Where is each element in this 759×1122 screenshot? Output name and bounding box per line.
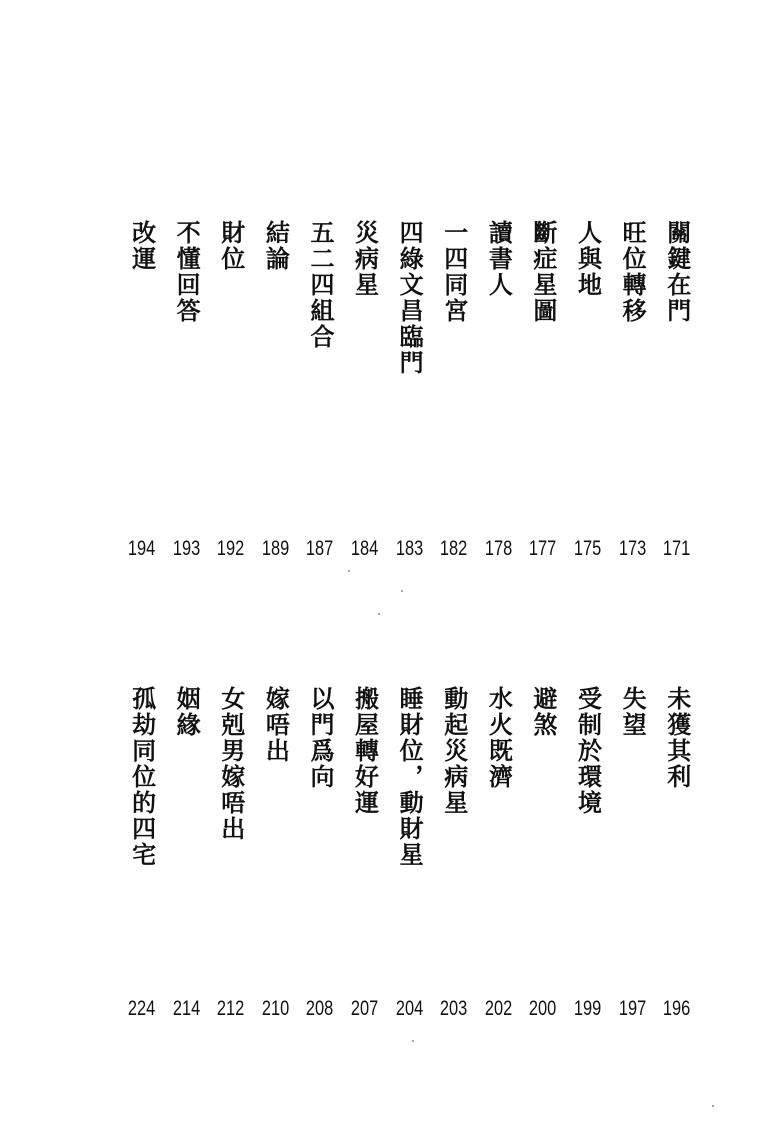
scan-speck (348, 570, 350, 572)
toc-entry-title: 一四同宮 (439, 220, 468, 324)
toc-page-number: 193 (172, 537, 200, 560)
toc-entry-title: 改運 (127, 220, 156, 272)
toc-entry-title: 人與地 (573, 220, 602, 298)
scan-speck (412, 1040, 414, 1042)
toc-page-number: 187 (306, 537, 334, 560)
toc-page-number: 197 (618, 997, 646, 1020)
toc-page-number: 178 (484, 537, 512, 560)
toc-page-number: 224 (127, 997, 156, 1020)
toc-page-number: 202 (484, 997, 512, 1020)
toc-entry-title: 讀書人 (484, 220, 513, 298)
toc-page-number: 189 (261, 537, 290, 560)
toc-page-number: 177 (529, 537, 557, 560)
toc-page-number: 203 (440, 997, 468, 1020)
toc-entry-title: 女剋男嫁唔出 (216, 686, 245, 842)
toc-page-number: 199 (573, 997, 602, 1020)
toc-page-number: 182 (440, 537, 468, 560)
toc-page-number: 207 (350, 997, 379, 1020)
toc-top-page-numbers (119, 536, 699, 562)
toc-entry-title: 嫁唔出 (261, 686, 290, 764)
toc-entry-title: 財位 (216, 220, 245, 272)
toc-bottom-page-numbers (119, 996, 699, 1022)
toc-entry-title: 動起災病星 (439, 686, 468, 816)
toc-entry-title: 關鍵在門 (662, 220, 691, 324)
toc-page-number: 208 (306, 997, 334, 1020)
toc-page-number: 192 (217, 537, 245, 560)
scan-speck (401, 590, 403, 592)
toc-entry-title: 結論 (261, 220, 290, 272)
toc-page-number: 210 (261, 997, 290, 1020)
toc-bottom-titles (119, 686, 699, 868)
toc-page-number: 173 (618, 537, 646, 560)
toc-entry-title: 水火既濟 (484, 686, 513, 790)
toc-entry-title: 搬屋轉好運 (350, 686, 379, 816)
toc-entry-title: 避煞 (528, 686, 557, 738)
toc-top-titles (119, 220, 699, 376)
toc-page-number: 214 (172, 997, 200, 1020)
toc-page-number: 194 (127, 537, 156, 560)
scan-speck (378, 613, 380, 615)
toc-entry-title: 受制於環境 (573, 686, 602, 816)
scan-speck (712, 1105, 714, 1107)
toc-entry-title: 未獲其利 (662, 686, 691, 790)
toc-page-number: 184 (350, 537, 379, 560)
toc-entry-title: 旺位轉移 (618, 220, 647, 324)
toc-page-number: 200 (529, 997, 557, 1020)
toc-page-number: 171 (663, 537, 691, 560)
toc-page-number: 212 (217, 997, 245, 1020)
toc-entry-title: 四綠文昌臨門 (395, 220, 424, 376)
toc-entry-title: 以門爲向 (305, 686, 334, 790)
toc-entry-title: 姻緣 (172, 686, 201, 738)
toc-entry-title: 孤劫同位的四宅 (127, 686, 156, 868)
toc-page-number: 175 (573, 537, 602, 560)
toc-page-number: 183 (395, 537, 423, 560)
toc-entry-title: 睡財位，動財星 (395, 686, 424, 868)
toc-entry-title: 失望 (618, 686, 647, 738)
toc-page-number: 196 (663, 997, 691, 1020)
toc-page-number: 204 (395, 997, 423, 1020)
toc-entry-title: 五二四組合 (305, 220, 334, 350)
toc-entry-title: 災病星 (350, 220, 379, 298)
toc-entry-title: 不懂回答 (172, 220, 201, 324)
toc-entry-title: 斷症星圖 (528, 220, 557, 324)
